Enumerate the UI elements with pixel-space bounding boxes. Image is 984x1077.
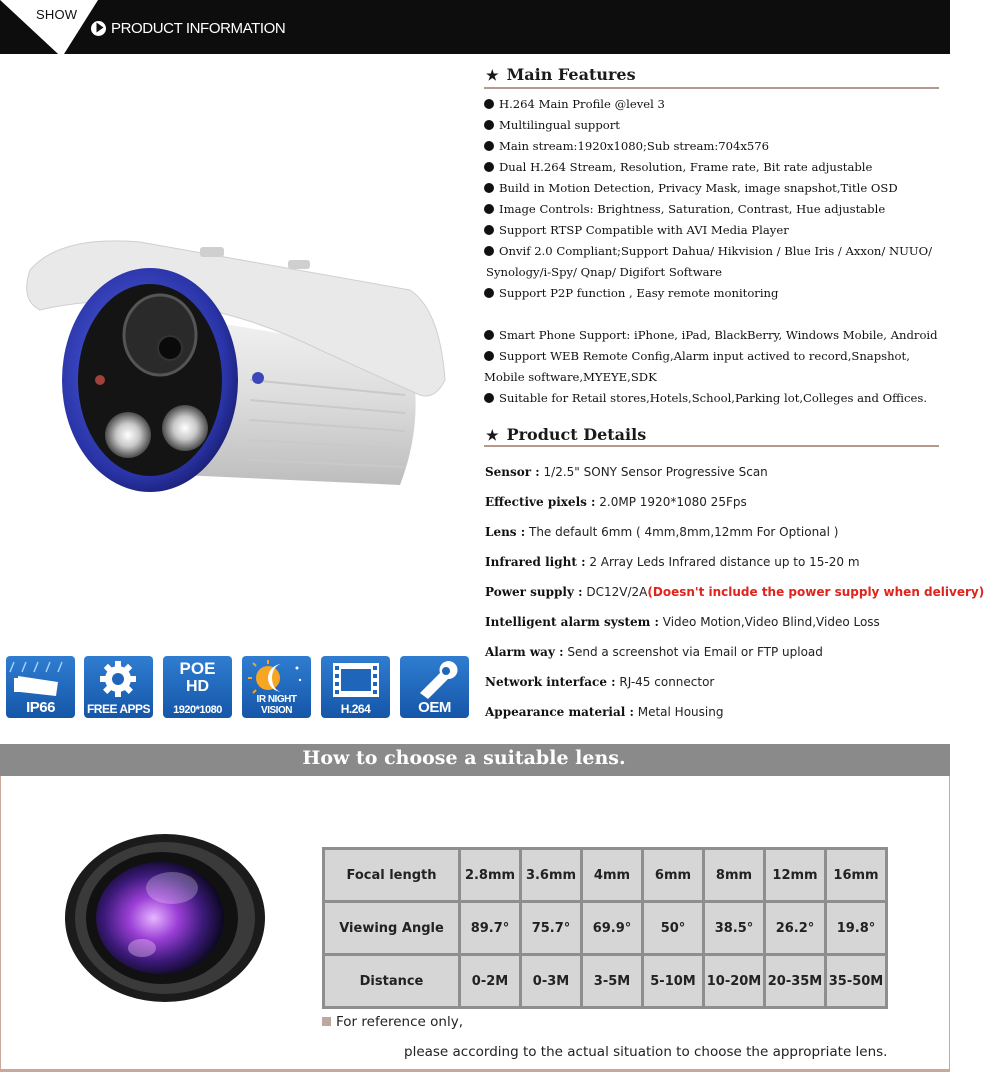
table-cell: 5-10M (644, 956, 702, 1006)
reference-note-text: For reference only, (336, 1014, 463, 1030)
list-item (484, 136, 950, 157)
film-strip-icon (321, 659, 390, 703)
list-item-text: Build in Motion Detection, Privacy Mask, image snapshot,Title OSD (499, 181, 898, 195)
detail-value: 2.0MP 1920*1080 25Fps (595, 495, 747, 509)
divider (484, 87, 939, 89)
poe-hd-icon (163, 656, 232, 718)
table-cell: 2.8mm (461, 850, 519, 900)
table-cell: Distance (325, 956, 458, 1006)
list-item-text: Image Controls: Brightness, Saturation, Contrast, Hue adjustable (499, 202, 886, 216)
table-cell: 0-3M (522, 956, 580, 1006)
hd-text: HD (185, 678, 210, 695)
table-cell: 69.9° (583, 903, 641, 953)
detail-row (485, 580, 984, 610)
product-details-title: Product Details (506, 425, 647, 444)
detail-key: Effective pixels : (485, 495, 596, 509)
table-cell: 4mm (583, 850, 641, 900)
detail-key: Sensor : (485, 465, 540, 479)
lens-section-header (0, 744, 950, 776)
bullet-icon (484, 120, 494, 130)
list-item-text: Support RTSP Compatible with AVI Media Player (499, 223, 789, 237)
product-details-heading (486, 425, 646, 444)
detail-row (485, 610, 950, 640)
detail-row (485, 670, 950, 700)
list-item (484, 325, 950, 346)
detail-value: Video Motion,Video Blind,Video Loss (658, 615, 880, 629)
h264-label: H.264 (340, 702, 371, 716)
detail-key: Network interface : (485, 675, 616, 689)
detail-key: Infrared light : (485, 555, 586, 569)
bullet-icon (484, 204, 494, 214)
main-features-title: Main Features (506, 65, 636, 84)
lens-section-title: How to choose a suitable lens. (302, 747, 626, 769)
table-cell: 10-20M (705, 956, 763, 1006)
lens-table (322, 847, 888, 1009)
arrow-circle-icon (91, 21, 106, 36)
list-item (484, 346, 950, 367)
table-cell: 12mm (766, 850, 824, 900)
list-item (484, 115, 950, 136)
cctv-camera-icon (6, 660, 75, 704)
detail-key: Power supply : (485, 585, 583, 599)
table-cell: 16mm (827, 850, 885, 900)
detail-value: Metal Housing (633, 705, 724, 719)
list-item (484, 220, 950, 241)
detail-key: Intelligent alarm system : (485, 615, 659, 629)
list-item (484, 241, 950, 262)
table-row (325, 850, 885, 900)
reference-note (322, 1014, 463, 1030)
table-cell: 75.7° (522, 903, 580, 953)
table-cell: 38.5° (705, 903, 763, 953)
wrench-icon (400, 659, 469, 703)
list-gap (484, 304, 950, 325)
detail-value: 1/2.5" SONY Sensor Progressive Scan (539, 465, 768, 479)
list-item (484, 178, 950, 199)
table-cell: Focal length (325, 850, 458, 900)
bullet-icon (484, 183, 494, 193)
camera-lens-image (62, 828, 268, 1003)
table-cell: 89.7° (461, 903, 519, 953)
divider (484, 445, 939, 447)
free-apps-icon (84, 656, 153, 718)
ir-night-vision-icon (242, 656, 311, 718)
show-tab-label: SHOW (36, 7, 78, 22)
list-item-text: Smart Phone Support: iPhone, iPad, BlackBerry, Windows Mobile, Android (499, 328, 938, 342)
list-item-text: Support P2P function , Easy remote monitoring (499, 286, 779, 300)
table-row (325, 903, 885, 953)
list-item (484, 283, 950, 304)
detail-row (485, 520, 950, 550)
detail-key: Appearance material : (485, 705, 634, 719)
list-item-text: Suitable for Retail stores,Hotels,School,Parking lot,Colleges and Offices. (499, 391, 928, 405)
table-cell: 20-35M (766, 956, 824, 1006)
table-cell: 26.2° (766, 903, 824, 953)
table-cell: 6mm (644, 850, 702, 900)
table-cell: Viewing Angle (325, 903, 458, 953)
oem-icon (400, 656, 469, 718)
table-cell: 19.8° (827, 903, 885, 953)
bullet-icon (484, 225, 494, 235)
h264-icon (321, 656, 390, 718)
ip66-label: IP66 (26, 699, 55, 716)
list-item-continuation: Mobile software,MYEYE,SDK (484, 370, 657, 384)
bullet-icon (484, 393, 494, 403)
bullet-icon (484, 330, 494, 340)
oem-label: OEM (418, 699, 451, 716)
main-features-heading (486, 65, 636, 84)
detail-key: Lens : (485, 525, 526, 539)
poe-text: POE (179, 659, 216, 678)
detail-key: Alarm way : (485, 645, 564, 659)
gear-icon (84, 659, 153, 703)
table-cell: 3-5M (583, 956, 641, 1006)
square-bullet-icon (322, 1017, 331, 1026)
power-supply-warning: (Doesn't include the power supply when delivery) (647, 585, 984, 599)
top-header-bar (0, 0, 950, 54)
page-title: PRODUCT INFORMATION (111, 20, 286, 37)
table-cell: 35-50M (827, 956, 885, 1006)
detail-value: 2 Array Leds Infrared distance up to 15-20 m (585, 555, 860, 569)
list-item-text: Support WEB Remote Config,Alarm input actived to record,Snapshot, (499, 349, 910, 363)
star-icon: ★ (486, 428, 499, 444)
poe-hd-label: 1920*1080 (173, 704, 222, 716)
list-item (484, 94, 950, 115)
detail-value: DC12V/2A (582, 585, 648, 599)
detail-value: The default 6mm ( 4mm,8mm,12mm For Optional ) (525, 525, 839, 539)
main-features-list (484, 94, 950, 409)
list-item-text: H.264 Main Profile @level 3 (499, 97, 665, 111)
detail-value: RJ-45 connector (615, 675, 715, 689)
bullet-icon (484, 351, 494, 361)
lens-advice-note: please according to the actual situation to choose the appropriate lens. (404, 1044, 888, 1060)
product-details-list (485, 460, 984, 730)
ir-night-vision-label: IR NIGHT VISION (256, 694, 297, 716)
detail-row (485, 460, 950, 490)
detail-row (485, 700, 950, 730)
table-cell: 8mm (705, 850, 763, 900)
detail-value: Send a screenshot via Email or FTP upload (563, 645, 823, 659)
table-row (325, 956, 885, 1006)
ip66-icon (6, 656, 75, 718)
table-cell: 3.6mm (522, 850, 580, 900)
list-item (484, 157, 950, 178)
free-apps-label: FREE APPS (86, 702, 151, 716)
list-item (484, 199, 950, 220)
bullet-icon (484, 99, 494, 109)
bullet-icon (484, 162, 494, 172)
table-cell: 50° (644, 903, 702, 953)
list-item-text: Onvif 2.0 Compliant;Support Dahua/ Hikvision / Blue Iris / Axxon/ NUUO/ (499, 244, 933, 258)
camera-image (20, 230, 460, 510)
table-cell: 0-2M (461, 956, 519, 1006)
detail-row (485, 640, 950, 670)
list-item-text: Main stream:1920x1080;Sub stream:704x576 (499, 139, 770, 153)
list-item-text: Multilingual support (499, 118, 620, 132)
list-item-text: Dual H.264 Stream, Resolution, Frame rate, Bit rate adjustable (499, 160, 873, 174)
bullet-icon (484, 288, 494, 298)
list-item-continuation: Synology/i-Spy/ Qnap/ Digifort Software (486, 265, 722, 279)
bullet-icon (484, 141, 494, 151)
detail-row (485, 490, 950, 520)
detail-row (485, 550, 950, 580)
list-item (484, 388, 950, 409)
bullet-icon (484, 246, 494, 256)
star-icon: ★ (486, 68, 499, 84)
